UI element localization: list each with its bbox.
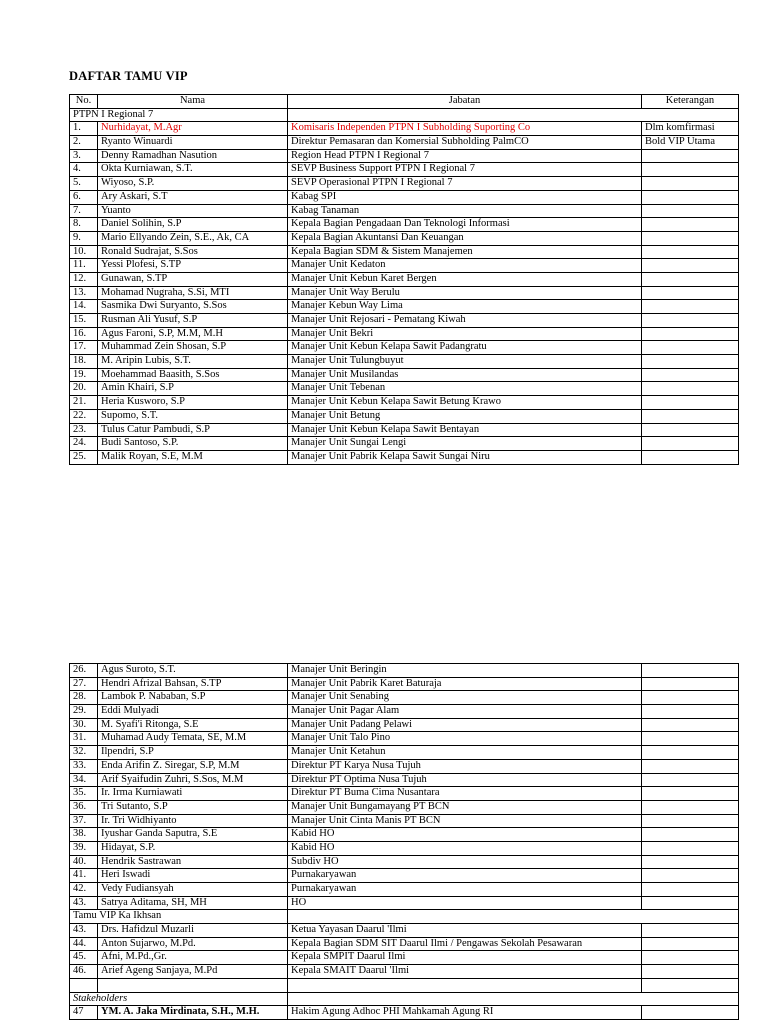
section-filler xyxy=(288,108,739,122)
cell-ket xyxy=(642,978,739,992)
blank-row xyxy=(70,978,739,992)
cell-ket xyxy=(642,286,739,300)
table-row xyxy=(70,759,739,773)
cell-ket xyxy=(642,177,739,191)
cell-nama: Denny Ramadhan Nasution xyxy=(98,149,288,163)
table-row xyxy=(70,136,739,150)
cell-ket xyxy=(642,869,739,883)
cell-ket xyxy=(642,437,739,451)
table-row xyxy=(70,855,739,869)
table-row xyxy=(70,368,739,382)
cell-no: 27. xyxy=(70,677,98,691)
cell-ket xyxy=(642,382,739,396)
table-row xyxy=(70,423,739,437)
cell-nama: Arief Ageng Sanjaya, M.Pd xyxy=(98,965,288,979)
cell-nama: Heri Iswadi xyxy=(98,869,288,883)
cell-ket xyxy=(642,814,739,828)
col-header-jabatan: Jabatan xyxy=(288,95,642,109)
cell-nama: Hendri Afrizal Bahsan, S.TP xyxy=(98,677,288,691)
cell-no: 23. xyxy=(70,423,98,437)
cell-ket xyxy=(642,355,739,369)
table-row xyxy=(70,300,739,314)
cell-jabatan: Kepala SMPIT Daarul Ilmi xyxy=(288,951,642,965)
cell-ket xyxy=(642,732,739,746)
cell-no: 25. xyxy=(70,450,98,464)
cell-nama: Tri Sutanto, S.P xyxy=(98,800,288,814)
cell-nama: Arif Syaifudin Zuhri, S.Sos, M.M xyxy=(98,773,288,787)
cell-nama: Budi Santoso, S.P. xyxy=(98,437,288,451)
cell-jabatan: Manajer Unit Kebun Kelapa Sawit Padangratu xyxy=(288,341,642,355)
table-row xyxy=(70,1006,739,1020)
cell-no: 40. xyxy=(70,855,98,869)
cell-no: 20. xyxy=(70,382,98,396)
cell-nama: Nurhidayat, M.Agr xyxy=(98,122,288,136)
cell-nama: Lambok P. Nababan, S.P xyxy=(98,691,288,705)
cell-nama: Rusman Ali Yusuf, S.P xyxy=(98,314,288,328)
table-row xyxy=(70,437,739,451)
cell-jabatan: Region Head PTPN I Regional 7 xyxy=(288,149,642,163)
cell-no xyxy=(70,978,98,992)
cell-ket xyxy=(642,272,739,286)
cell-nama: Ronald Sudrajat, S.Sos xyxy=(98,245,288,259)
cell-no: 16. xyxy=(70,327,98,341)
cell-jabatan: Manajer Unit Way Berulu xyxy=(288,286,642,300)
cell-nama: Tulus Catur Pambudi, S.P xyxy=(98,423,288,437)
cell-ket: Dlm komfirmasi xyxy=(642,122,739,136)
cell-jabatan: Manajer Unit Pabrik Karet Baturaja xyxy=(288,677,642,691)
cell-jabatan: Kabag Tanaman xyxy=(288,204,642,218)
cell-jabatan: Kabid HO xyxy=(288,828,642,842)
cell-no: 44. xyxy=(70,937,98,951)
cell-jabatan: Manajer Unit Ketahun xyxy=(288,746,642,760)
cell-ket xyxy=(642,746,739,760)
table-row xyxy=(70,409,739,423)
cell-nama: Enda Arifin Z. Siregar, S.P, M.M xyxy=(98,759,288,773)
cell-ket xyxy=(642,965,739,979)
section-row xyxy=(70,910,739,924)
table-row xyxy=(70,327,739,341)
cell-nama: M. Aripin Lubis, S.T. xyxy=(98,355,288,369)
cell-ket xyxy=(642,368,739,382)
cell-ket xyxy=(642,773,739,787)
table-row xyxy=(70,272,739,286)
cell-no: 47 xyxy=(70,1006,98,1020)
table-row xyxy=(70,924,739,938)
cell-jabatan: Manajer Unit Cinta Manis PT BCN xyxy=(288,814,642,828)
cell-ket xyxy=(642,231,739,245)
table-header-row xyxy=(70,95,739,109)
cell-ket xyxy=(642,787,739,801)
cell-jabatan: Manajer Unit Bekri xyxy=(288,327,642,341)
cell-jabatan: Manajer Unit Tulungbuyut xyxy=(288,355,642,369)
cell-nama: Hidayat, S.P. xyxy=(98,841,288,855)
cell-no: 33. xyxy=(70,759,98,773)
cell-ket xyxy=(642,718,739,732)
cell-nama: Yessi Plofesi, S.TP xyxy=(98,259,288,273)
cell-no: 26. xyxy=(70,664,98,678)
cell-no: 4. xyxy=(70,163,98,177)
cell-nama: YM. A. Jaka Mirdinata, S.H., M.H. xyxy=(98,1006,288,1020)
cell-no: 46. xyxy=(70,965,98,979)
cell-ket xyxy=(642,677,739,691)
section-label: Stakeholders xyxy=(70,992,288,1006)
table-row xyxy=(70,965,739,979)
cell-nama: Ilpendri, S.P xyxy=(98,746,288,760)
cell-jabatan: Kabid HO xyxy=(288,841,642,855)
cell-jabatan: Manajer Unit Betung xyxy=(288,409,642,423)
cell-jabatan xyxy=(288,978,642,992)
cell-jabatan: Manajer Kebun Way Lima xyxy=(288,300,642,314)
guest-table-2 xyxy=(69,663,739,1020)
cell-jabatan: HO xyxy=(288,896,642,910)
cell-no: 38. xyxy=(70,828,98,842)
cell-nama: Drs. Hafidzul Muzarli xyxy=(98,924,288,938)
section-filler xyxy=(288,910,739,924)
cell-jabatan: Manajer Unit Tebenan xyxy=(288,382,642,396)
cell-ket xyxy=(642,924,739,938)
table-row xyxy=(70,218,739,232)
cell-nama: Mario Ellyando Zein, S.E., Ak, CA xyxy=(98,231,288,245)
cell-nama: Anton Sujarwo, M.Pd. xyxy=(98,937,288,951)
cell-nama: Ryanto Winuardi xyxy=(98,136,288,150)
cell-ket xyxy=(642,883,739,897)
cell-jabatan: Manajer Unit Kebun Kelapa Sawit Betung Krawo xyxy=(288,396,642,410)
cell-no: 12. xyxy=(70,272,98,286)
cell-nama xyxy=(98,978,288,992)
table-row xyxy=(70,841,739,855)
cell-ket xyxy=(642,259,739,273)
cell-jabatan: Manajer Unit Talo Pino xyxy=(288,732,642,746)
cell-ket xyxy=(642,828,739,842)
table-row xyxy=(70,122,739,136)
section-label: Tamu VIP Ka Ikhsan xyxy=(70,910,288,924)
cell-ket xyxy=(642,245,739,259)
cell-ket xyxy=(642,1006,739,1020)
cell-nama: Malik Royan, S.E, M.M xyxy=(98,450,288,464)
cell-ket xyxy=(642,705,739,719)
cell-no: 36. xyxy=(70,800,98,814)
cell-nama: Amin Khairi, S.P xyxy=(98,382,288,396)
cell-jabatan: Purnakaryawan xyxy=(288,869,642,883)
cell-nama: M. Syafi'i Ritonga, S.E xyxy=(98,718,288,732)
cell-jabatan: Ketua Yayasan Daarul 'Ilmi xyxy=(288,924,642,938)
cell-no: 1. xyxy=(70,122,98,136)
cell-ket xyxy=(642,300,739,314)
cell-jabatan: Kepala Bagian Akuntansi Dan Keuangan xyxy=(288,231,642,245)
cell-no: 29. xyxy=(70,705,98,719)
cell-ket xyxy=(642,396,739,410)
table-row xyxy=(70,800,739,814)
cell-ket xyxy=(642,163,739,177)
cell-ket xyxy=(642,149,739,163)
table-row xyxy=(70,896,739,910)
table-row xyxy=(70,691,739,705)
table-row xyxy=(70,341,739,355)
cell-jabatan: Komisaris Independen PTPN I Subholding Suporting Co xyxy=(288,122,642,136)
cell-ket xyxy=(642,204,739,218)
cell-no: 2. xyxy=(70,136,98,150)
cell-ket xyxy=(642,450,739,464)
cell-jabatan: SEVP Business Support PTPN I Regional 7 xyxy=(288,163,642,177)
table-row xyxy=(70,450,739,464)
table-row xyxy=(70,190,739,204)
cell-ket xyxy=(642,190,739,204)
cell-ket xyxy=(642,341,739,355)
cell-ket xyxy=(642,409,739,423)
cell-nama: Heria Kusworo, S.P xyxy=(98,396,288,410)
table-row xyxy=(70,951,739,965)
cell-jabatan: Manajer Unit Musilandas xyxy=(288,368,642,382)
cell-no: 15. xyxy=(70,314,98,328)
cell-jabatan: Direktur PT Optima Nusa Tujuh xyxy=(288,773,642,787)
cell-jabatan: Manajer Unit Kebun Karet Bergen xyxy=(288,272,642,286)
section-label: PTPN I Regional 7 xyxy=(70,108,288,122)
table-row xyxy=(70,286,739,300)
cell-jabatan: Manajer Unit Pabrik Kelapa Sawit Sungai Niru xyxy=(288,450,642,464)
table-row xyxy=(70,245,739,259)
cell-no: 31. xyxy=(70,732,98,746)
cell-jabatan: Manajer Unit Pagar Alam xyxy=(288,705,642,719)
cell-nama: Muhammad Zein Shosan, S.P xyxy=(98,341,288,355)
cell-nama: Eddi Mulyadi xyxy=(98,705,288,719)
cell-nama: Sasmika Dwi Suryanto, S.Sos xyxy=(98,300,288,314)
cell-no: 9. xyxy=(70,231,98,245)
cell-nama: Wiyoso, S.P. xyxy=(98,177,288,191)
cell-ket xyxy=(642,691,739,705)
cell-no: 30. xyxy=(70,718,98,732)
cell-no: 45. xyxy=(70,951,98,965)
cell-ket xyxy=(642,800,739,814)
cell-no: 21. xyxy=(70,396,98,410)
cell-nama: Daniel Solihin, S.P xyxy=(98,218,288,232)
cell-ket xyxy=(642,937,739,951)
table-row xyxy=(70,677,739,691)
cell-jabatan: Kepala Bagian SDM SIT Daarul Ilmi / Pengawas Sekolah Pesawaran xyxy=(288,937,642,951)
cell-no: 24. xyxy=(70,437,98,451)
cell-jabatan: Manajer Unit Beringin xyxy=(288,664,642,678)
page-title: DAFTAR TAMU VIP xyxy=(69,69,188,83)
cell-jabatan: Kepala Bagian Pengadaan Dan Teknologi Informasi xyxy=(288,218,642,232)
cell-jabatan: Direktur PT Buma Cima Nusantara xyxy=(288,787,642,801)
section-row xyxy=(70,992,739,1006)
cell-no: 35. xyxy=(70,787,98,801)
table-row xyxy=(70,773,739,787)
cell-no: 22. xyxy=(70,409,98,423)
cell-no: 43. xyxy=(70,924,98,938)
cell-no: 18. xyxy=(70,355,98,369)
cell-ket xyxy=(642,423,739,437)
table-row xyxy=(70,787,739,801)
table-row xyxy=(70,746,739,760)
cell-no: 7. xyxy=(70,204,98,218)
table-row xyxy=(70,259,739,273)
section-filler xyxy=(288,992,739,1006)
cell-no: 39. xyxy=(70,841,98,855)
cell-jabatan: Kabag SPI xyxy=(288,190,642,204)
table-row xyxy=(70,869,739,883)
cell-jabatan: Direktur Pemasaran dan Komersial Subholding PalmCO xyxy=(288,136,642,150)
cell-nama: Moehammad Baasith, S.Sos xyxy=(98,368,288,382)
cell-no: 14. xyxy=(70,300,98,314)
cell-no: 41. xyxy=(70,869,98,883)
cell-no: 10. xyxy=(70,245,98,259)
table-row xyxy=(70,828,739,842)
cell-nama: Iyushar Ganda Saputra, S.E xyxy=(98,828,288,842)
cell-nama: Ary Askari, S.T xyxy=(98,190,288,204)
cell-nama: Okta Kurniawan, S.T. xyxy=(98,163,288,177)
cell-nama: Hendrik Sastrawan xyxy=(98,855,288,869)
cell-ket xyxy=(642,896,739,910)
cell-nama: Yuanto xyxy=(98,204,288,218)
cell-nama: Mohamad Nugraha, S.Si, MTI xyxy=(98,286,288,300)
cell-no: 42. xyxy=(70,883,98,897)
cell-jabatan: Direktur PT Karya Nusa Tujuh xyxy=(288,759,642,773)
cell-no: 17. xyxy=(70,341,98,355)
cell-ket xyxy=(642,218,739,232)
table-row xyxy=(70,883,739,897)
table-row xyxy=(70,814,739,828)
cell-nama: Gunawan, S.TP xyxy=(98,272,288,286)
col-header-keterangan: Keterangan xyxy=(642,95,739,109)
cell-no: 34. xyxy=(70,773,98,787)
section-row xyxy=(70,108,739,122)
table-row xyxy=(70,177,739,191)
cell-jabatan: Manajer Unit Kedaton xyxy=(288,259,642,273)
cell-no: 11. xyxy=(70,259,98,273)
cell-ket xyxy=(642,664,739,678)
cell-ket xyxy=(642,759,739,773)
cell-nama: Satrya Aditama, SH, MH xyxy=(98,896,288,910)
guest-table-1 xyxy=(69,94,739,465)
cell-jabatan: Hakim Agung Adhoc PHI Mahkamah Agung RI xyxy=(288,1006,642,1020)
table-row xyxy=(70,314,739,328)
cell-ket xyxy=(642,951,739,965)
col-header-nama: Nama xyxy=(98,95,288,109)
cell-jabatan: Kepala Bagian SDM & Sistem Manajemen xyxy=(288,245,642,259)
cell-jabatan: SEVP Operasional PTPN I Regional 7 xyxy=(288,177,642,191)
table-row xyxy=(70,149,739,163)
col-header-no: No. xyxy=(70,95,98,109)
table-row xyxy=(70,396,739,410)
cell-no: 19. xyxy=(70,368,98,382)
cell-no: 13. xyxy=(70,286,98,300)
cell-no: 3. xyxy=(70,149,98,163)
cell-nama: Afni, M.Pd.,Gr. xyxy=(98,951,288,965)
cell-jabatan: Subdiv HO xyxy=(288,855,642,869)
cell-ket xyxy=(642,855,739,869)
cell-no: 32. xyxy=(70,746,98,760)
table-row xyxy=(70,163,739,177)
cell-nama: Ir. Irma Kurniawati xyxy=(98,787,288,801)
cell-no: 43. xyxy=(70,896,98,910)
cell-nama: Muhamad Audy Temata, SE, M.M xyxy=(98,732,288,746)
cell-ket xyxy=(642,314,739,328)
cell-nama: Agus Faroni, S.P, M.M, M.H xyxy=(98,327,288,341)
cell-jabatan: Manajer Unit Kebun Kelapa Sawit Bentayan xyxy=(288,423,642,437)
cell-ket xyxy=(642,841,739,855)
cell-no: 37. xyxy=(70,814,98,828)
cell-ket: Bold VIP Utama xyxy=(642,136,739,150)
table-row xyxy=(70,355,739,369)
cell-nama: Agus Suroto, S.T. xyxy=(98,664,288,678)
cell-nama: Supomo, S.T. xyxy=(98,409,288,423)
cell-no: 5. xyxy=(70,177,98,191)
cell-jabatan: Purnakaryawan xyxy=(288,883,642,897)
table-row xyxy=(70,664,739,678)
cell-nama: Vedy Fudiansyah xyxy=(98,883,288,897)
table-row xyxy=(70,231,739,245)
cell-jabatan: Manajer Unit Bungamayang PT BCN xyxy=(288,800,642,814)
cell-jabatan: Manajer Unit Padang Pelawi xyxy=(288,718,642,732)
cell-jabatan: Manajer Unit Senabing xyxy=(288,691,642,705)
cell-nama: Ir. Tri Widhiyanto xyxy=(98,814,288,828)
cell-jabatan: Manajer Unit Rejosari - Pematang Kiwah xyxy=(288,314,642,328)
table-row xyxy=(70,937,739,951)
cell-no: 8. xyxy=(70,218,98,232)
cell-no: 6. xyxy=(70,190,98,204)
cell-jabatan: Kepala SMAIT Daarul 'Ilmi xyxy=(288,965,642,979)
table-row xyxy=(70,718,739,732)
cell-jabatan: Manajer Unit Sungai Lengi xyxy=(288,437,642,451)
table-row xyxy=(70,705,739,719)
table-row xyxy=(70,204,739,218)
table-row xyxy=(70,732,739,746)
table-row xyxy=(70,382,739,396)
cell-no: 28. xyxy=(70,691,98,705)
cell-ket xyxy=(642,327,739,341)
